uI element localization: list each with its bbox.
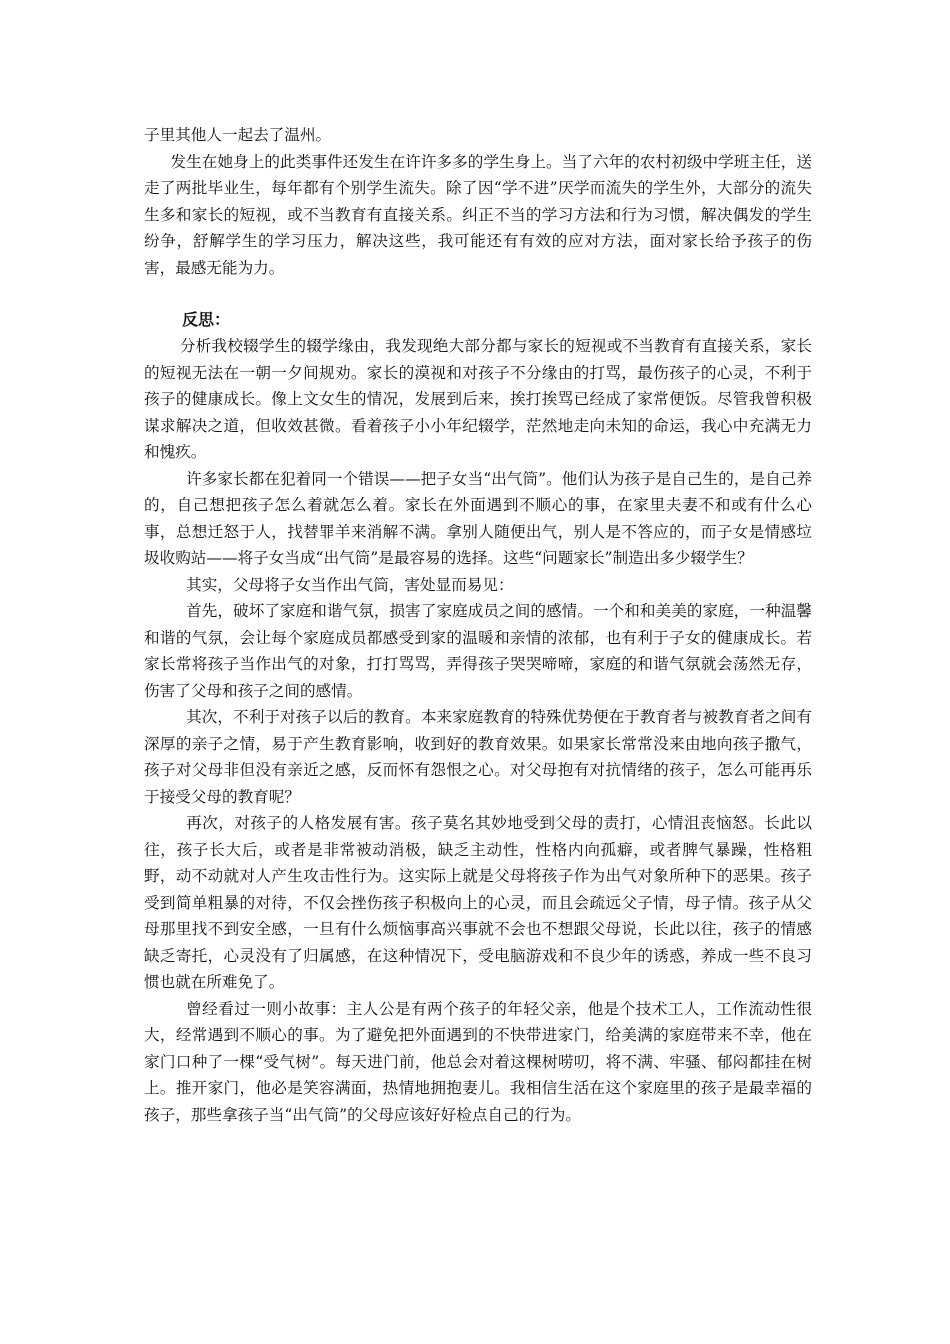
reflection-paragraph-2: 许多家长都在犯着同一个错误——把子女当“出气筒”。他们认为孩子是自己生的，是自己养的，自己想把孩子怎么着就怎么着。家长在外面遇到不顺心的事，在家里夫妻不和或有什么心事，总想迁怒于人，找替罪羊来消解不满。拿别人随便出气，别人是不答应的，而子女是情感垃圾收购站——将子女当成“出气筒”是最容易的选择。这些“问题家长”制造出多少辍学生？	[144, 469, 812, 567]
reflection-paragraph-3: 其实，父母将子女当作出气筒，害处显而易见：	[186, 575, 514, 594]
reflection-paragraph-5: 其次，不利于对孩子以后的教育。本来家庭教育的特殊优势便在于教育者与被教育者之间有深厚的亲子之情，易于产生教育影响，收到好的教育效果。如果家长常常没来由地向孩子撒气，孩子对父母非但没有亲近之感，反而怀有怨恨之心。对父母抱有对抗情绪的孩子，怎么可能再乐于接受父母的教育呢？	[144, 708, 812, 806]
intro-paragraph-1: 子里其他人一起去了温州。	[144, 126, 332, 144]
reflection-paragraph-6: 再次，对孩子的人格发展有害。孩子莫名其妙地受到父母的责打，心情沮丧恼怒。长此以往，孩子长大后，或者是非常被动消极，缺乏主动性，性格内向孤癖，或者脾气暴躁，性格粗野，动不动就对人产生攻击性行为。这实际上就是父母将孩子作为出气对象所种下的恶果。孩子受到简单粗暴的对待，不仅会挫伤孩子积极向上的心灵，而且会疏远父子情，母子情。孩子从父母那里找不到安全感，一旦有什么烦恼事高兴事就不会也不想跟父母说，长此以往，孩子的情感缺乏寄托，心灵没有了归属感，在这种情况下，受电脑游戏和不良少年的诱惑，养成一些不良习惯也就在所难免了。	[144, 814, 812, 991]
reflection-paragraph-7: 曾经看过一则小故事：主人公是有两个孩子的年轻父亲，他是个技术工人，工作流动性很大，经常遇到不顺心的事。为了避免把外面遇到的不快带进家门，给美满的家庭带来不幸，他在家门口种了一棵“受气树”。每天进门前，他总会对着这棵树唠叨，将不满、牢骚、郁闷都挂在树上。推开家门，他必是笑容满面，热情地拥抱妻儿。我相信生活在这个家庭里的孩子是最幸福的孩子，那些拿孩子当“出气筒”的父母应该好好检点自己的行为。	[144, 999, 812, 1124]
reflection-paragraph-1: 分析我校辍学生的辍学缘由，我发现绝大部分都与家长的短视或不当教育有直接关系，家长的短视无法在一朝一夕间规劝。家长的漠视和对孩子不分缘由的打骂，最伤孩子的心灵，不利于孩子的健康成长。像上文女生的情况，发展到后来，挨打挨骂已经成了家常便饭。尽管我曾积极谋求解决之道，但收效甚微。看着孩子小小年纪辍学，茫然地走向未知的命运，我心中充满无力和愧疚。	[144, 337, 812, 461]
document-body	[144, 122, 812, 1128]
section-heading: 反思：	[182, 310, 231, 329]
intro-paragraph-2: 发生在她身上的此类事件还发生在许许多多的学生身上。当了六年的农村初级中学班主任，送走了两批毕业生，每年都有个别学生流失。除了因“学不进”厌学而流失的学生外，大部分的流失生多和家长的短视，或不当教育有直接关系。纠正不当的学习方法和行为习惯，解决偶发的学生纷争，舒解学生的学习压力，解决这些，我可能还有有效的应对方法，面对家长给予孩子的伤害，最感无能为力。	[144, 152, 812, 277]
reflection-paragraph-4: 首先，破坏了家庭和谐气氛，损害了家庭成员之间的感情。一个和和美美的家庭，一种温馨和谐的气氛，会让每个家庭成员都感受到家的温暖和亲情的浓郁，也有利于子女的健康成长。若家长常将孩子当作出气的对象，打打骂骂，弄得孩子哭哭啼啼，家庭的和谐气氛就会荡然无存，伤害了父母和孩子之间的感情。	[144, 602, 812, 700]
